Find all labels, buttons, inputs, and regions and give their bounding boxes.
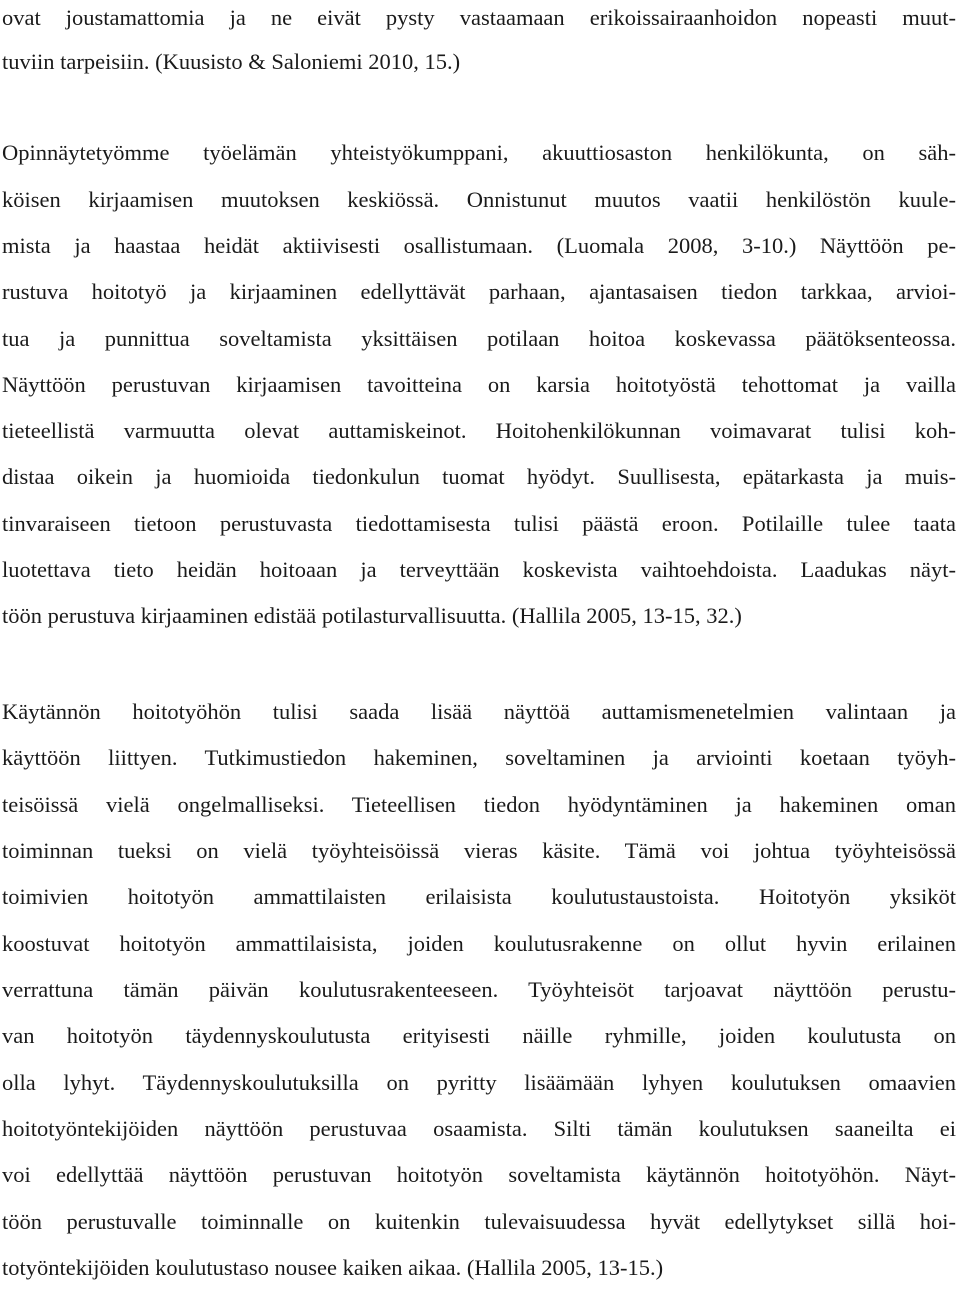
text-line: luotettava tieto heidän hoitoaan ja terveyttään koskevista vaihtoehdoista. Laadukas näyt-: [2, 557, 956, 582]
text-line: mista ja haastaa heidät aktiivisesti osallistumaan. (Luomala 2008, 3-10.) Näyttöön pe-: [2, 233, 956, 258]
text-line: van hoitotyön täydennyskoulutusta erityisesti näille ryhmille, joiden koulutusta on: [2, 1023, 956, 1048]
text-line: koostuvat hoitotyön ammattilaisista, joiden koulutusrakenne on ollut hyvin erilainen: [2, 931, 956, 956]
text-line: hoitotyöntekijöiden näyttöön perustuvaa osaamista. Silti tämän koulutuksen saaneilta ei: [2, 1116, 956, 1141]
text-line: Käytännön hoitotyöhön tulisi saada lisää näyttöä auttamismenetelmien valintaan ja: [2, 699, 956, 724]
text-line: tieteellistä varmuutta olevat auttamiskeinot. Hoitohenkilökunnan voimavarat tulisi koh-: [2, 418, 956, 443]
text-line: toimivien hoitotyön ammattilaisten erilaisista koulutustaustoista. Hoitotyön yksiköt: [2, 884, 956, 909]
text-line: Opinnäytetyömme työelämän yhteistyökumppani, akuuttiosaston henkilökunta, on säh-: [2, 140, 956, 165]
text-line: rustuva hoitotyö ja kirjaaminen edellyttävät parhaan, ajantasaisen tiedon tarkkaa, arvioi-: [2, 279, 956, 304]
text-line: distaa oikein ja huomioida tiedonkulun tuomat hyödyt. Suullisesta, epätarkasta ja muis-: [2, 464, 956, 489]
text-line: toiminnan tueksi on vielä työyhteisöissä vieras käsite. Tämä voi johtua työyhteisössä: [2, 838, 956, 863]
text-line: töön perustuva kirjaaminen edistää potilasturvallisuutta. (Hallila 2005, 13-15, 32.): [2, 603, 742, 628]
text-line: töön perustuvalle toiminnalle on kuitenkin tulevaisuudessa hyvät edellytykset sillä hoi-: [2, 1209, 956, 1234]
text-line: tinvaraiseen tietoon perustuvasta tiedottamisesta tulisi päästä eroon. Potilaille tulee taata: [2, 511, 956, 536]
text-line: olla lyhyt. Täydennyskoulutuksilla on pyritty lisäämään lyhyen koulutuksen omaavien: [2, 1070, 956, 1095]
text-line: köisen kirjaamisen muutoksen keskiössä. Onnistunut muutos vaatii henkilöstön kuule-: [2, 187, 956, 212]
text-line: ovat joustamattomia ja ne eivät pysty vastaamaan erikoissairaanhoidon nopeasti muut-: [2, 5, 956, 30]
text-line: Näyttöön perustuvan kirjaamisen tavoitteina on karsia hoitotyöstä tehottomat ja vailla: [2, 372, 956, 397]
text-line: verrattuna tämän päivän koulutusrakenteeseen. Työyhteisöt tarjoavat näyttöön perustu-: [2, 977, 956, 1002]
text-line: totyöntekijöiden koulutustaso nousee kaiken aikaa. (Hallila 2005, 13-15.): [2, 1255, 664, 1280]
text-line: voi edellyttää näyttöön perustuvan hoitotyön soveltamista käytännön hoitotyöhön. Näyt-: [2, 1162, 956, 1187]
text-line: teisöissä vielä ongelmalliseksi. Tieteellisen tiedon hyödyntäminen ja hakeminen oman: [2, 792, 956, 817]
text-line: käyttöön liittyen. Tutkimustiedon hakeminen, soveltaminen ja arviointi koetaan työyh-: [2, 745, 956, 770]
text-line: tuviin tarpeisiin. (Kuusisto & Saloniemi 2010, 15.): [2, 49, 461, 74]
text-line: tua ja punnittua soveltamista yksittäisen potilaan hoitoa koskevassa päätöksenteossa.: [2, 326, 956, 351]
